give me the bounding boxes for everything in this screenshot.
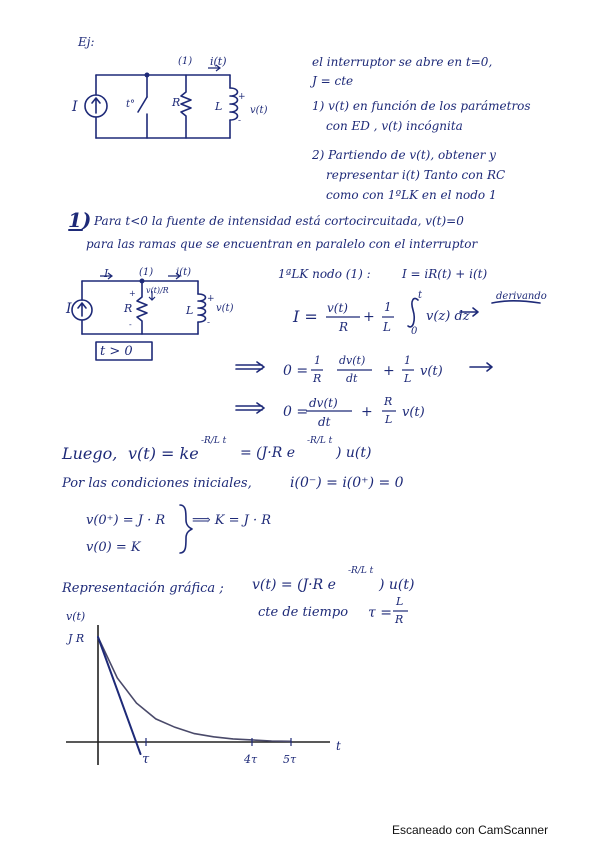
c1-inductor-label: L [215,100,223,113]
solution-exp: -R/L t [201,436,227,446]
statement-line2: J = cte [312,74,354,88]
curve-point [117,677,118,678]
eq3-left: 0 = [283,404,309,420]
init-cond-label: Por las condiciones iniciales, [62,476,252,491]
implies-arrow1-icon [236,362,264,372]
curve-point [232,738,233,739]
statement-line1: el interruptor se abre en t=0, [312,55,493,69]
c2-resistor-label: R [124,302,133,315]
graph-exp: -R/L t [348,566,374,576]
question2-line3: como con 1ºLK en el nodo 1 [326,188,497,202]
eq3-frac2-den: L [385,413,393,426]
resistor2-icon [137,281,147,334]
kcl-label: 1ªLK nodo (1) : [278,267,371,281]
eq3-plus: + [361,404,373,420]
svg-text:-: - [129,320,132,329]
circuit1-diagram [85,65,246,138]
svg-text:+: + [238,92,246,102]
part1-line1: Para t<0 la fuente de intensidad está cortocircuitada, v(t)=0 [94,214,464,228]
resistor-icon [181,75,191,138]
y-axis-label: v(t) [66,610,86,623]
c1-switch-label: t° [126,99,136,110]
curve-point [271,740,272,741]
eq1-integrand: v(z) dz [426,309,470,324]
tangent-line [98,637,141,754]
eq3-frac1-den: dt [318,415,331,429]
curve-point [213,736,214,737]
eq3-tail: v(t) [402,405,425,420]
x-axis-label: t [336,739,341,753]
y-value-label: J R [68,632,85,645]
inductor-icon [230,88,238,120]
eq3-frac2-num: R [384,395,393,408]
graph-area [66,610,341,767]
brace-icon [180,505,192,553]
curve-point [174,727,175,728]
c2-node-label: (1) [139,267,154,278]
c2-condition-label: t > 0 [100,344,133,359]
curve-point [155,718,156,719]
tau-den: R [395,613,404,626]
derivando-arrow-icon [460,308,478,316]
eq2-frac3-den: L [404,372,412,385]
c1-voltage-label: v(t) [250,105,268,116]
c2-resistor-current-label: v(t)/R [146,286,169,295]
init-cond: i(0⁻) = i(0⁺) = 0 [290,475,404,491]
eq2-frac3-num: 1 [404,354,411,367]
c1-source-label: I [72,99,78,115]
implies-arrow2-icon [470,363,492,371]
eq1-frac2-den: L [383,320,391,334]
solution-eq-rest: = (J·R e [240,445,295,461]
system-eq2: v(0) = K [86,540,141,555]
tau-label: cte de tiempo [258,605,349,620]
question1-line2: con ED , v(t) incógnita [326,119,463,133]
svg-text:+: + [207,294,215,304]
kcl-equation: I = iR(t) + i(t) [402,267,488,281]
decay-curve [98,637,291,741]
luego-label: Luego, [62,444,118,463]
curve-point [136,703,137,704]
eq1-frac1-den: R [339,320,349,334]
eq2-frac2-num: dv(t) [339,354,366,367]
question2-line1: 2) Partiendo de v(t), obtener y [312,148,496,162]
eq2-frac1-den: R [313,372,322,385]
c2-current-label: i(t) [176,267,192,278]
footer-watermark: Escaneado con CamScanner [392,823,549,837]
eq2-frac2-den: dt [346,372,358,385]
chart-marks [97,636,291,754]
eq2-frac1-num: 1 [314,354,321,367]
eq2-plus: + [383,363,395,379]
eq1-int-upper: t [418,290,423,301]
tau-num: L [396,595,404,608]
tick-4tau-label: 4τ [244,753,258,766]
tick-tau-label: τ [142,752,150,767]
c2-voltage-label: v(t) [216,303,234,314]
current-arrow-icon [208,65,220,71]
c1-node-label: (1) [178,56,193,67]
solution-expr: v(t) = ke [128,444,199,463]
c1-resistor-label: R [172,96,181,109]
part1-line2: para las ramas que se encuentran en paralelo con el interruptor [86,237,478,251]
switch-icon [138,97,147,112]
svg-text:-: - [238,116,242,126]
system-eq1: v(0⁺) = J · R [86,513,166,528]
c1-current-label: i(t) [210,55,227,68]
eq1-frac1-num: v(t) [327,301,348,315]
implies-arrow3-icon [236,403,264,413]
system-result: ⟹ K = J · R [192,513,272,528]
question1-line1: 1) v(t) en función de los parámetros [312,99,531,113]
eq3-frac1-num: dv(t) [309,396,338,410]
part1-number: 1) [68,208,92,232]
eq1-left: I = [293,307,318,326]
graph-label: Representación gráfica ; [62,581,224,596]
circuit2-diagram [72,273,215,360]
exercise-heading: Ej: [78,35,95,49]
c2-top-current-label: I [104,267,109,280]
derivando-label: derivando [496,291,547,302]
eq2-tail: v(t) [420,364,443,379]
svg-text:-: - [207,318,211,328]
graph-expr-end: ) u(t) [379,577,415,593]
eq1-plus: + [363,309,375,325]
eq2-left: 0 = [283,363,309,379]
solution-eq-end: ) u(t) [336,445,372,461]
svg-text:+: + [129,289,136,298]
eq1-int-lower: 0 [411,326,418,337]
graph-expr: v(t) = (J·R e [252,577,336,593]
question2-line2: representar i(t) Tanto con RC [326,168,506,182]
tau-symbol: τ = [368,605,392,621]
c2-source-label: I [66,301,72,317]
solution-exp2: -R/L t [307,436,333,446]
condition-box [96,342,152,360]
inductor2-icon [198,294,206,322]
integral-icon [408,298,418,326]
c2-inductor-label: L [186,304,194,317]
curve-point [194,733,195,734]
tick-5tau-label: 5τ [283,753,297,766]
eq1-frac2-num: 1 [384,300,392,314]
